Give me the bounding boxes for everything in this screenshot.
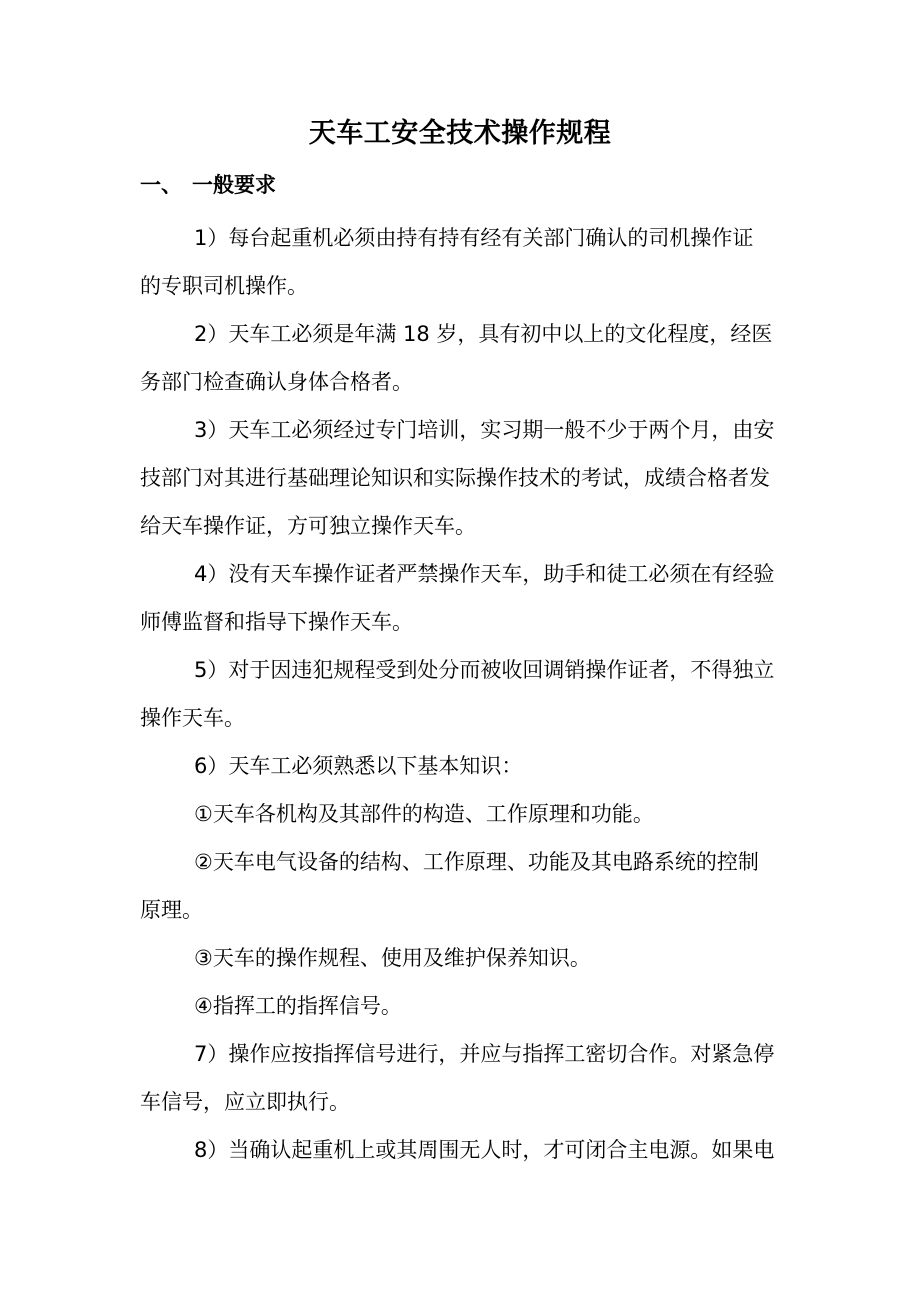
paragraph-line: 原理。	[140, 898, 203, 922]
paragraph	[140, 742, 790, 790]
paragraph	[140, 406, 790, 550]
paragraph	[140, 550, 790, 646]
section-heading	[140, 168, 276, 202]
paragraph-line: ④指挥工的指挥信号。	[194, 994, 402, 1018]
paragraph-line: 6）天车工必须熟悉以下基本知识：	[194, 754, 523, 778]
paragraph-line: ①天车各机构及其部件的构造、工作原理和功能。	[194, 802, 654, 826]
paragraph-line: 给天车操作证，方可独立操作天车。	[140, 514, 476, 538]
paragraph-line: ③天车的操作规程、使用及维护保养知识。	[194, 946, 591, 970]
paragraph-line: 4）没有天车操作证者严禁操作天车，助手和徒工必须在有经验	[194, 562, 775, 586]
paragraph	[140, 934, 790, 982]
paragraph	[140, 310, 790, 406]
paragraph	[140, 838, 790, 934]
paragraph	[140, 1126, 790, 1174]
paragraph	[140, 646, 790, 742]
paragraph-line: 的专职司机操作。	[140, 274, 308, 298]
section-number: 一、	[140, 173, 182, 197]
paragraph-line: 7）操作应按指挥信号进行，并应与指挥工密切合作。对紧急停	[194, 1042, 775, 1066]
document-title: 天车工安全技术操作规程	[308, 118, 612, 149]
paragraph-line: 3）天车工必须经过专门培训，实习期一般不少于两个月，由安	[194, 418, 775, 442]
paragraph-line: 2）天车工必须是年满 18 岁，具有初中以上的文化程度，经医	[194, 322, 773, 346]
paragraph-line: ②天车电气设备的结构、工作原理、功能及其电路系统的控制	[194, 850, 759, 874]
paragraph-line: 车信号，应立即执行。	[140, 1090, 350, 1114]
paragraph-line: 1）每台起重机必须由持有持有经有关部门确认的司机操作证	[194, 226, 754, 250]
paragraph-line: 师傅监督和指导下操作天车。	[140, 610, 413, 634]
paragraph	[140, 790, 790, 838]
paragraph-line: 务部门检查确认身体合格者。	[140, 370, 413, 394]
paragraph-line: 8）当确认起重机上或其周围无人时，才可闭合主电源。如果电	[194, 1138, 775, 1162]
section-title: 一般要求	[192, 173, 276, 197]
document-body	[140, 214, 790, 1174]
paragraph-line: 操作天车。	[140, 706, 245, 730]
paragraph	[140, 982, 790, 1030]
paragraph-line: 5）对于因违犯规程受到处分而被收回调销操作证者，不得独立	[194, 658, 775, 682]
paragraph	[140, 214, 790, 310]
paragraph	[140, 1030, 790, 1126]
paragraph-line: 技部门对其进行基础理论知识和实际操作技术的考试，成绩合格者发	[140, 466, 770, 490]
